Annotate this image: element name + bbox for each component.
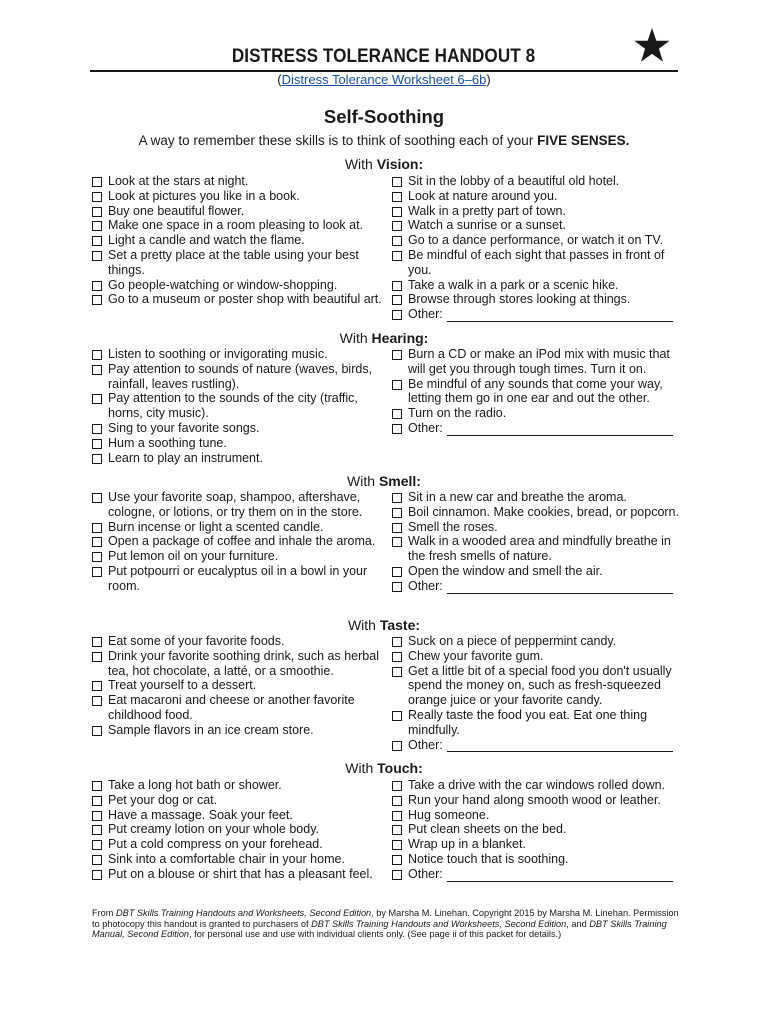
checkbox-icon[interactable] <box>392 796 402 806</box>
checklist-item-label: Really taste the food you eat. Eat one thing mindfully. <box>408 707 648 737</box>
smell-list-left <box>92 490 382 594</box>
hearing-list-right <box>392 347 680 436</box>
checklist-item <box>92 852 382 867</box>
section-heading-vision: With Vision: <box>344 156 424 172</box>
checkbox-icon[interactable] <box>392 508 402 518</box>
checkbox-icon[interactable] <box>92 365 102 375</box>
checklist-item <box>392 579 680 594</box>
checklist-item-label: Put creamy lotion on your whole body. <box>108 822 319 837</box>
checklist-item-label: Wrap up in a blanket. <box>408 837 526 852</box>
checklist-item-label: Put lemon oil on your furniture. <box>108 549 279 564</box>
checklist-item-label: Hug someone. <box>408 807 490 822</box>
star-icon <box>633 27 671 65</box>
checkbox-icon[interactable] <box>92 696 102 706</box>
checklist-item <box>392 248 680 278</box>
checklist-item <box>392 634 680 649</box>
checkbox-icon[interactable] <box>392 537 402 547</box>
checkbox-icon[interactable] <box>92 523 102 533</box>
checklist-item <box>92 421 382 436</box>
checklist-item <box>392 520 680 535</box>
checklist-item <box>92 391 382 421</box>
checkbox-icon[interactable] <box>392 295 402 305</box>
checklist-item <box>392 233 680 248</box>
vision-list-left <box>92 174 382 307</box>
checklist-item <box>392 778 680 793</box>
taste-list-left <box>92 634 382 738</box>
checklist-item <box>392 278 680 293</box>
checklist-item <box>392 664 680 708</box>
section-heading-smell: With Smell: <box>347 473 421 489</box>
checkbox-icon[interactable] <box>392 667 402 677</box>
checklist-item <box>92 218 382 233</box>
checklist-item <box>392 649 680 664</box>
checklist-item <box>92 520 382 535</box>
taste-list-right <box>392 634 680 752</box>
checklist-item-label: Put a cold compress on your forehead. <box>108 837 323 852</box>
checkbox-icon[interactable] <box>392 567 402 577</box>
checklist-item-label: Other: <box>408 421 680 436</box>
checkbox-icon[interactable] <box>92 454 102 464</box>
checklist-item-label: Take a long hot bath or shower. <box>108 778 282 792</box>
checkbox-icon[interactable] <box>92 811 102 821</box>
checklist-item-label: Be mindful of any sounds that come your way, letting them go in one ear and out the other. <box>408 376 663 406</box>
checklist-item <box>392 564 680 579</box>
checklist-item-label: Open the window and smell the air. <box>408 563 603 578</box>
checklist-item <box>392 852 680 867</box>
checklist-item <box>392 793 680 808</box>
checkbox-icon[interactable] <box>92 177 102 187</box>
checklist-item <box>392 204 680 219</box>
checklist-item-label: Watch a sunrise or a sunset. <box>408 218 566 233</box>
checklist-item-label: Hum a soothing tune. <box>108 435 227 450</box>
other-write-in-line[interactable] <box>447 423 673 436</box>
checklist-item <box>92 278 382 293</box>
checkbox-icon[interactable] <box>392 424 402 434</box>
checklist-item <box>392 708 680 738</box>
checklist-item <box>92 634 382 649</box>
checklist-item <box>92 174 382 189</box>
checklist-item-label: Buy one beautiful flower. <box>108 203 245 218</box>
checkbox-icon[interactable] <box>92 192 102 202</box>
checklist-item <box>92 723 382 738</box>
touch-list-left <box>92 778 382 882</box>
checkbox-icon[interactable] <box>392 582 402 592</box>
page-title: Self-Soothing <box>323 106 445 127</box>
checklist-item-label: Use your favorite soap, shampoo, aftershave, cologne, or lotions, or try them on in the store. <box>108 490 363 519</box>
checklist-item <box>392 347 680 377</box>
checklist-item-label: Walk in a pretty part of town. <box>408 203 566 218</box>
checklist-item-label: Turn on the radio. <box>408 406 507 421</box>
checkbox-icon[interactable] <box>92 424 102 434</box>
checkbox-icon[interactable] <box>92 493 102 503</box>
checklist-item <box>392 421 680 436</box>
checkbox-icon[interactable] <box>392 781 402 791</box>
checklist-item <box>92 808 382 823</box>
checklist-item <box>92 549 382 564</box>
checklist-item-label: Burn incense or light a scented candle. <box>108 519 324 534</box>
checklist-item <box>92 189 382 204</box>
checklist-item <box>92 867 382 882</box>
touch-list-right <box>392 778 680 882</box>
checklist-item <box>392 307 680 322</box>
checkbox-icon[interactable] <box>92 781 102 791</box>
checklist-item <box>392 174 680 189</box>
checklist-item-label: Other: <box>408 307 680 322</box>
checkbox-icon[interactable] <box>92 350 102 360</box>
checkbox-icon[interactable] <box>392 493 402 503</box>
checklist-item <box>92 204 382 219</box>
checkbox-icon[interactable] <box>92 840 102 850</box>
checklist-item-label: Chew your favorite gum. <box>408 648 544 663</box>
checkbox-icon[interactable] <box>392 637 402 647</box>
checklist-item <box>92 564 382 594</box>
section-heading-touch: With Touch: <box>345 760 423 776</box>
checklist-item-label: Go people-watching or window-shopping. <box>108 277 338 292</box>
handout-title: DISTRESS TOLERANCE HANDOUT 8 <box>232 46 536 67</box>
checklist-item-label: Learn to play an instrument. <box>108 450 263 465</box>
checklist-item-label: Boil cinnamon. Make cookies, bread, or popcorn. <box>408 504 679 519</box>
checkbox-icon[interactable] <box>92 251 102 261</box>
checklist-item <box>92 793 382 808</box>
checklist-item <box>392 505 680 520</box>
checklist-item-label: Make one space in a room pleasing to look at. <box>108 218 364 233</box>
checkbox-icon[interactable] <box>392 870 402 880</box>
hearing-list-left <box>92 347 382 465</box>
checklist-item <box>92 490 382 520</box>
checkbox-icon[interactable] <box>392 840 402 850</box>
checklist-item-label: Sit in a new car and breathe the aroma. <box>408 490 627 504</box>
checklist-item-label: Suck on a piece of peppermint candy. <box>408 634 617 648</box>
checkbox-icon[interactable] <box>392 741 402 751</box>
checklist-item-label: Have a massage. Soak your feet. <box>108 807 293 822</box>
checklist-item-label: Look at the stars at night. <box>108 174 249 188</box>
checkbox-icon[interactable] <box>392 855 402 865</box>
checklist-item <box>392 292 680 307</box>
checkbox-icon[interactable] <box>92 870 102 880</box>
checklist-item <box>92 292 382 307</box>
checklist-item <box>92 822 382 837</box>
checklist-item-label: Pet your dog or cat. <box>108 792 218 807</box>
checkbox-icon[interactable] <box>392 192 402 202</box>
checklist-item-label: Put potpourri or eucalyptus oil in a bowl in your room. <box>108 563 368 593</box>
checkbox-icon[interactable] <box>92 295 102 305</box>
checklist-item <box>392 377 680 407</box>
checklist-item <box>392 189 680 204</box>
checklist-item <box>92 362 382 392</box>
checklist-item-label: Get a little bit of a special food you don't usually spend the money on, such as fresh-squeezed orange juice or your favorite candy. <box>408 663 672 708</box>
checklist-item-label: Take a drive with the car windows rolled down. <box>408 778 666 792</box>
checklist-item <box>92 347 382 362</box>
checkbox-icon[interactable] <box>392 236 402 246</box>
other-write-in-line[interactable] <box>447 309 673 322</box>
section-heading-hearing: With Hearing: <box>339 330 429 346</box>
checklist-item-label: Burn a CD or make an iPod mix with music that will get you through tough times. Turn it on. <box>408 347 670 376</box>
checkbox-icon[interactable] <box>392 350 402 360</box>
checkbox-icon[interactable] <box>92 537 102 547</box>
section-heading-taste: With Taste: <box>347 617 421 633</box>
checklist-item <box>392 490 680 505</box>
checklist-item-label: Sit in the lobby of a beautiful old hotel. <box>408 174 620 188</box>
checklist-item-label: Look at pictures you like in a book. <box>108 188 300 203</box>
checklist-item-label: Sample flavors in an ice cream store. <box>108 722 314 737</box>
checkbox-icon[interactable] <box>92 221 102 231</box>
checkbox-icon[interactable] <box>392 811 402 821</box>
checklist-item <box>392 808 680 823</box>
handout-header <box>90 46 678 68</box>
checklist-item-label: Pay attention to the sounds of the city (traffic, horns, city music). <box>108 391 358 421</box>
checkbox-icon[interactable] <box>92 567 102 577</box>
checklist-item <box>92 693 382 723</box>
checklist-item <box>392 837 680 852</box>
checklist-item-label: Open a package of coffee and inhale the aroma. <box>108 534 376 549</box>
checkbox-icon[interactable] <box>92 439 102 449</box>
checkbox-icon[interactable] <box>92 726 102 736</box>
checklist-item <box>92 451 382 466</box>
other-write-in-line[interactable] <box>447 581 673 594</box>
checkbox-icon[interactable] <box>92 796 102 806</box>
checklist-item <box>392 534 680 564</box>
checkbox-icon[interactable] <box>392 251 402 261</box>
worksheet-reference: (Distress Tolerance Worksheet 6–6b) <box>277 72 491 87</box>
vision-list-right <box>392 174 680 322</box>
checklist-item <box>92 248 382 278</box>
intro-text: A way to remember these skills is to think of soothing each of your FIVE SENSES. <box>138 133 630 148</box>
checklist-item-label: Put on a blouse or shirt that has a pleasant feel. <box>108 866 373 881</box>
checklist-item-label: Other: <box>408 579 680 594</box>
checklist-item-label: Light a candle and watch the flame. <box>108 233 305 248</box>
checkbox-icon[interactable] <box>92 281 102 291</box>
checklist-item-label: Listen to soothing or invigorating music. <box>108 347 328 361</box>
checklist-item-label: Smell the roses. <box>408 519 498 534</box>
checkbox-icon[interactable] <box>392 177 402 187</box>
checklist-item-label: Other: <box>408 738 680 753</box>
checklist-item-label: Notice touch that is soothing. <box>408 851 569 866</box>
checklist-item <box>92 837 382 852</box>
checklist-item <box>92 649 382 679</box>
checkbox-icon[interactable] <box>92 236 102 246</box>
checkbox-icon[interactable] <box>92 552 102 562</box>
checkbox-icon[interactable] <box>392 409 402 419</box>
checklist-item-label: Drink your favorite soothing drink, such as herbal tea, hot chocolate, a latté, or a smoothie. <box>108 648 379 678</box>
checklist-item <box>392 867 680 882</box>
checkbox-icon[interactable] <box>392 221 402 231</box>
checklist-item-label: Set a pretty place at the table using your best things. <box>108 247 359 277</box>
checkbox-icon[interactable] <box>392 281 402 291</box>
checklist-item <box>92 436 382 451</box>
checkbox-icon[interactable] <box>92 207 102 217</box>
checkbox-icon[interactable] <box>92 637 102 647</box>
checklist-item-label: Go to a dance performance, or watch it on TV. <box>408 233 664 248</box>
checklist-item-label: Treat yourself to a dessert. <box>108 678 257 693</box>
other-write-in-line[interactable] <box>447 739 673 752</box>
checklist-item <box>92 778 382 793</box>
checkbox-icon[interactable] <box>392 825 402 835</box>
checklist-item-label: Walk in a wooded area and mindfully breathe in the fresh smells of nature. <box>408 534 671 564</box>
checklist-item <box>392 218 680 233</box>
checklist-item <box>92 233 382 248</box>
checklist-item-label: Put clean sheets on the bed. <box>408 822 567 837</box>
checkbox-icon[interactable] <box>92 652 102 662</box>
smell-list-right <box>392 490 680 594</box>
checkbox-icon[interactable] <box>92 855 102 865</box>
checkbox-icon[interactable] <box>392 380 402 390</box>
checkbox-icon[interactable] <box>392 652 402 662</box>
checklist-item-label: Browse through stores looking at things. <box>408 292 631 307</box>
checklist-item-label: Eat macaroni and cheese or another favorite childhood food. <box>108 693 355 722</box>
checklist-item <box>92 678 382 693</box>
checklist-item-label: Look at nature around you. <box>408 188 558 203</box>
checklist-item-label: Other: <box>408 867 680 882</box>
copyright-footer: From DBT Skills Training Handouts and Worksheets, Second Edition, by Marsha M. Linehan. Copyright 2015 by Marsha M. Linehan. Permission to photocopy this handout is granted to purchasers of DBT Skills Training Handouts and Worksheets, Second Edition, and DBT Skills Training Manual, Second Edition, for personal use and use with individual clients only. (See page ii of this packet for details.) <box>92 908 679 940</box>
checklist-item-label: Be mindful of each sight that passes in front of you. <box>408 247 665 277</box>
checklist-item-label: Go to a museum or poster shop with beautiful art. <box>108 292 382 307</box>
checkbox-icon[interactable] <box>92 825 102 835</box>
checkbox-icon[interactable] <box>392 523 402 533</box>
checklist-item <box>92 534 382 549</box>
checklist-item <box>392 822 680 837</box>
checkbox-icon[interactable] <box>92 681 102 691</box>
checkbox-icon[interactable] <box>392 310 402 320</box>
checklist-item-label: Sink into a comfortable chair in your home. <box>108 851 345 866</box>
checkbox-icon[interactable] <box>92 394 102 404</box>
checklist-item-label: Take a walk in a park or a scenic hike. <box>408 277 619 292</box>
worksheet-link[interactable]: Distress Tolerance Worksheet 6–6b <box>281 72 487 87</box>
other-write-in-line[interactable] <box>447 869 673 882</box>
checklist-item <box>392 406 680 421</box>
checklist-item-label: Eat some of your favorite foods. <box>108 634 285 648</box>
checklist-item-label: Run your hand along smooth wood or leather. <box>408 792 661 807</box>
checkbox-icon[interactable] <box>392 711 402 721</box>
checklist-item-label: Sing to your favorite songs. <box>108 420 260 435</box>
checkbox-icon[interactable] <box>392 207 402 217</box>
checklist-item <box>392 738 680 753</box>
checklist-item-label: Pay attention to sounds of nature (waves, birds, rainfall, leaves rustling). <box>108 361 373 391</box>
